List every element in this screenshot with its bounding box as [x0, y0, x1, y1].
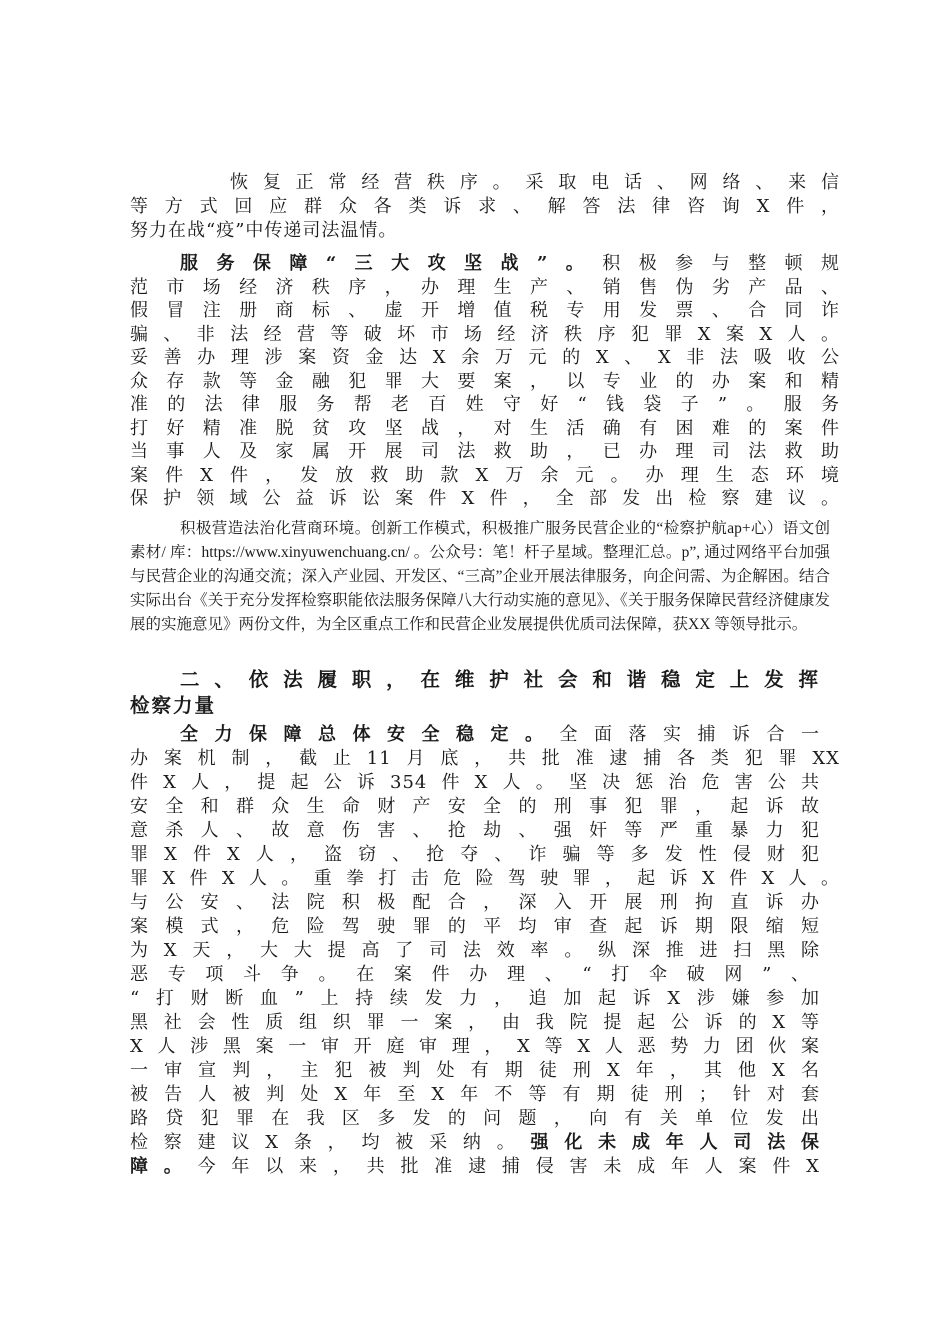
paragraph-business-environment: 积极营造法治化营商环境。创新工作模式，积极推广服务民营企业的“检察护航ap+心）语文创素材/ 库：https://www.xinyuwenchuang.cn/ 。公众号：笔！杆子星域。整理汇总。p”, 通过网络平台加强与民营企业的沟通交流；深入产业园、开发区、“三高”企业开展法律服务，向企问需、为企解困。结合实际出台《关于充分发挥检察职能依法服务保障八大行动实施的意见》、《关于服务保障民营经济健康发展的实施意见》两份文件，为全区重点工作和民营企业发展提供优质司法保障，获XX 等领导批示。	[130, 520, 830, 633]
text-line: 骗、非法经营等破坏市场经济秩序犯罪X案X人。	[130, 323, 840, 345]
subheading-juvenile: 强化未成年人司法保	[530, 1132, 820, 1153]
text-line: 众存款等金融犯罪大要案，以专业的办案和精	[130, 370, 840, 392]
text-line: 路贷犯罪在我区多发的问题，向有关单位发出	[130, 1108, 820, 1129]
text-line: 黑社会性质组织罪一案，由我院提起公诉的X等	[130, 1012, 820, 1033]
paragraph-recovery	[130, 171, 840, 243]
paragraph-three-battles	[130, 252, 840, 511]
text-line: 妥善办理涉案资金达X余万元的X、X非法吸收公	[130, 347, 840, 368]
subheading-juvenile-end: 障。	[130, 1156, 198, 1177]
text-line: 范市场经济秩序，办理生产、销售伪劣产品、	[130, 276, 840, 298]
text-line: 恢复正常经营秩序。采取电话、网络、来信	[230, 172, 840, 193]
text-line: 件X人，提起公诉354件X人。坚决惩治危害公共	[130, 772, 820, 793]
text-line	[130, 1155, 820, 1179]
text-line: 努力在战“疫”中传递司法温情。	[130, 220, 398, 241]
text-line: 办案机制，截止11月底，共批准逮捕各类犯罪XX	[130, 748, 840, 769]
text-line: 假冒注册商标、虚开增值税专用发票、合同诈	[130, 300, 840, 321]
section-heading	[130, 667, 840, 719]
text-line: 为X天，大大提高了司法效率。纵深推进扫黑除	[130, 940, 820, 961]
text-line: 准的法律服务帮老百姓守好“钱袋子”。服务	[130, 394, 840, 415]
text-line: X人涉黑案一审开庭审理，X等X人恶势力团伙案	[130, 1036, 820, 1057]
text-line	[180, 723, 820, 747]
text-line: 当事人及家属开展司法救助，已办理司法救助	[130, 441, 840, 462]
text-line	[130, 1131, 820, 1155]
text-line: 案模式，危险驾驶罪的平均审查起诉期限缩短	[130, 916, 820, 937]
heading-line: 检察力量	[130, 694, 217, 717]
subheading-security: 全力保障总体安全稳定。	[180, 724, 560, 745]
text-line: 与公安、法院积极配合，深入开展刑拘直诉办	[130, 892, 820, 913]
text-line: 恶专项斗争。在案件办理、“打伞破网”、	[130, 964, 810, 985]
heading-line: 二、依法履职，在维护社会和谐稳定上发挥	[180, 668, 820, 691]
text-line: 安全和群众生命财产安全的刑事犯罪，起诉故	[130, 796, 820, 817]
subheading-three-battles: 服务保障“三大攻坚战”。	[180, 253, 603, 274]
text-line: 案件X件，发放救助款X万余元。办理生态环境	[130, 464, 840, 486]
text-run: 全面落实捕诉合一	[559, 724, 820, 745]
text-line: 被告人被判处X年至X年不等有期徒刑；针对套	[130, 1084, 820, 1105]
text-run: 检察建议X条，均被采纳。	[130, 1132, 531, 1153]
paragraph-security-stability	[130, 723, 840, 1179]
text-line: “打财断血”上持续发力，追加起诉X涉嫌参加	[130, 988, 820, 1009]
text-line: 罪X件X人。重拳打击危险驾驶罪，起诉X件X人。	[130, 868, 840, 889]
text-run: 积极参与整顿规	[602, 253, 840, 274]
text-line: 罪X件X人，盗窃、抢夺、诈骗等多发性侵财犯	[130, 844, 820, 865]
text-line: 意杀人、故意伤害、抢劫、强奸等严重暴力犯	[130, 820, 820, 841]
text-line: 一审宣判，主犯被判处有期徒刑X年，其他X名	[130, 1060, 820, 1081]
text-line: 打好精准脱贫攻坚战，对生活确有困难的案件	[130, 417, 840, 439]
text-line	[180, 252, 840, 276]
text-run: 今年以来，共批准逮捕侵害未成年人案件X	[197, 1156, 820, 1177]
text-line: 保护领域公益诉讼案件X件，全部发出检察建议。	[130, 488, 840, 509]
text-line: 等方式回应群众各类诉求、解答法律咨询X件，	[130, 196, 840, 217]
